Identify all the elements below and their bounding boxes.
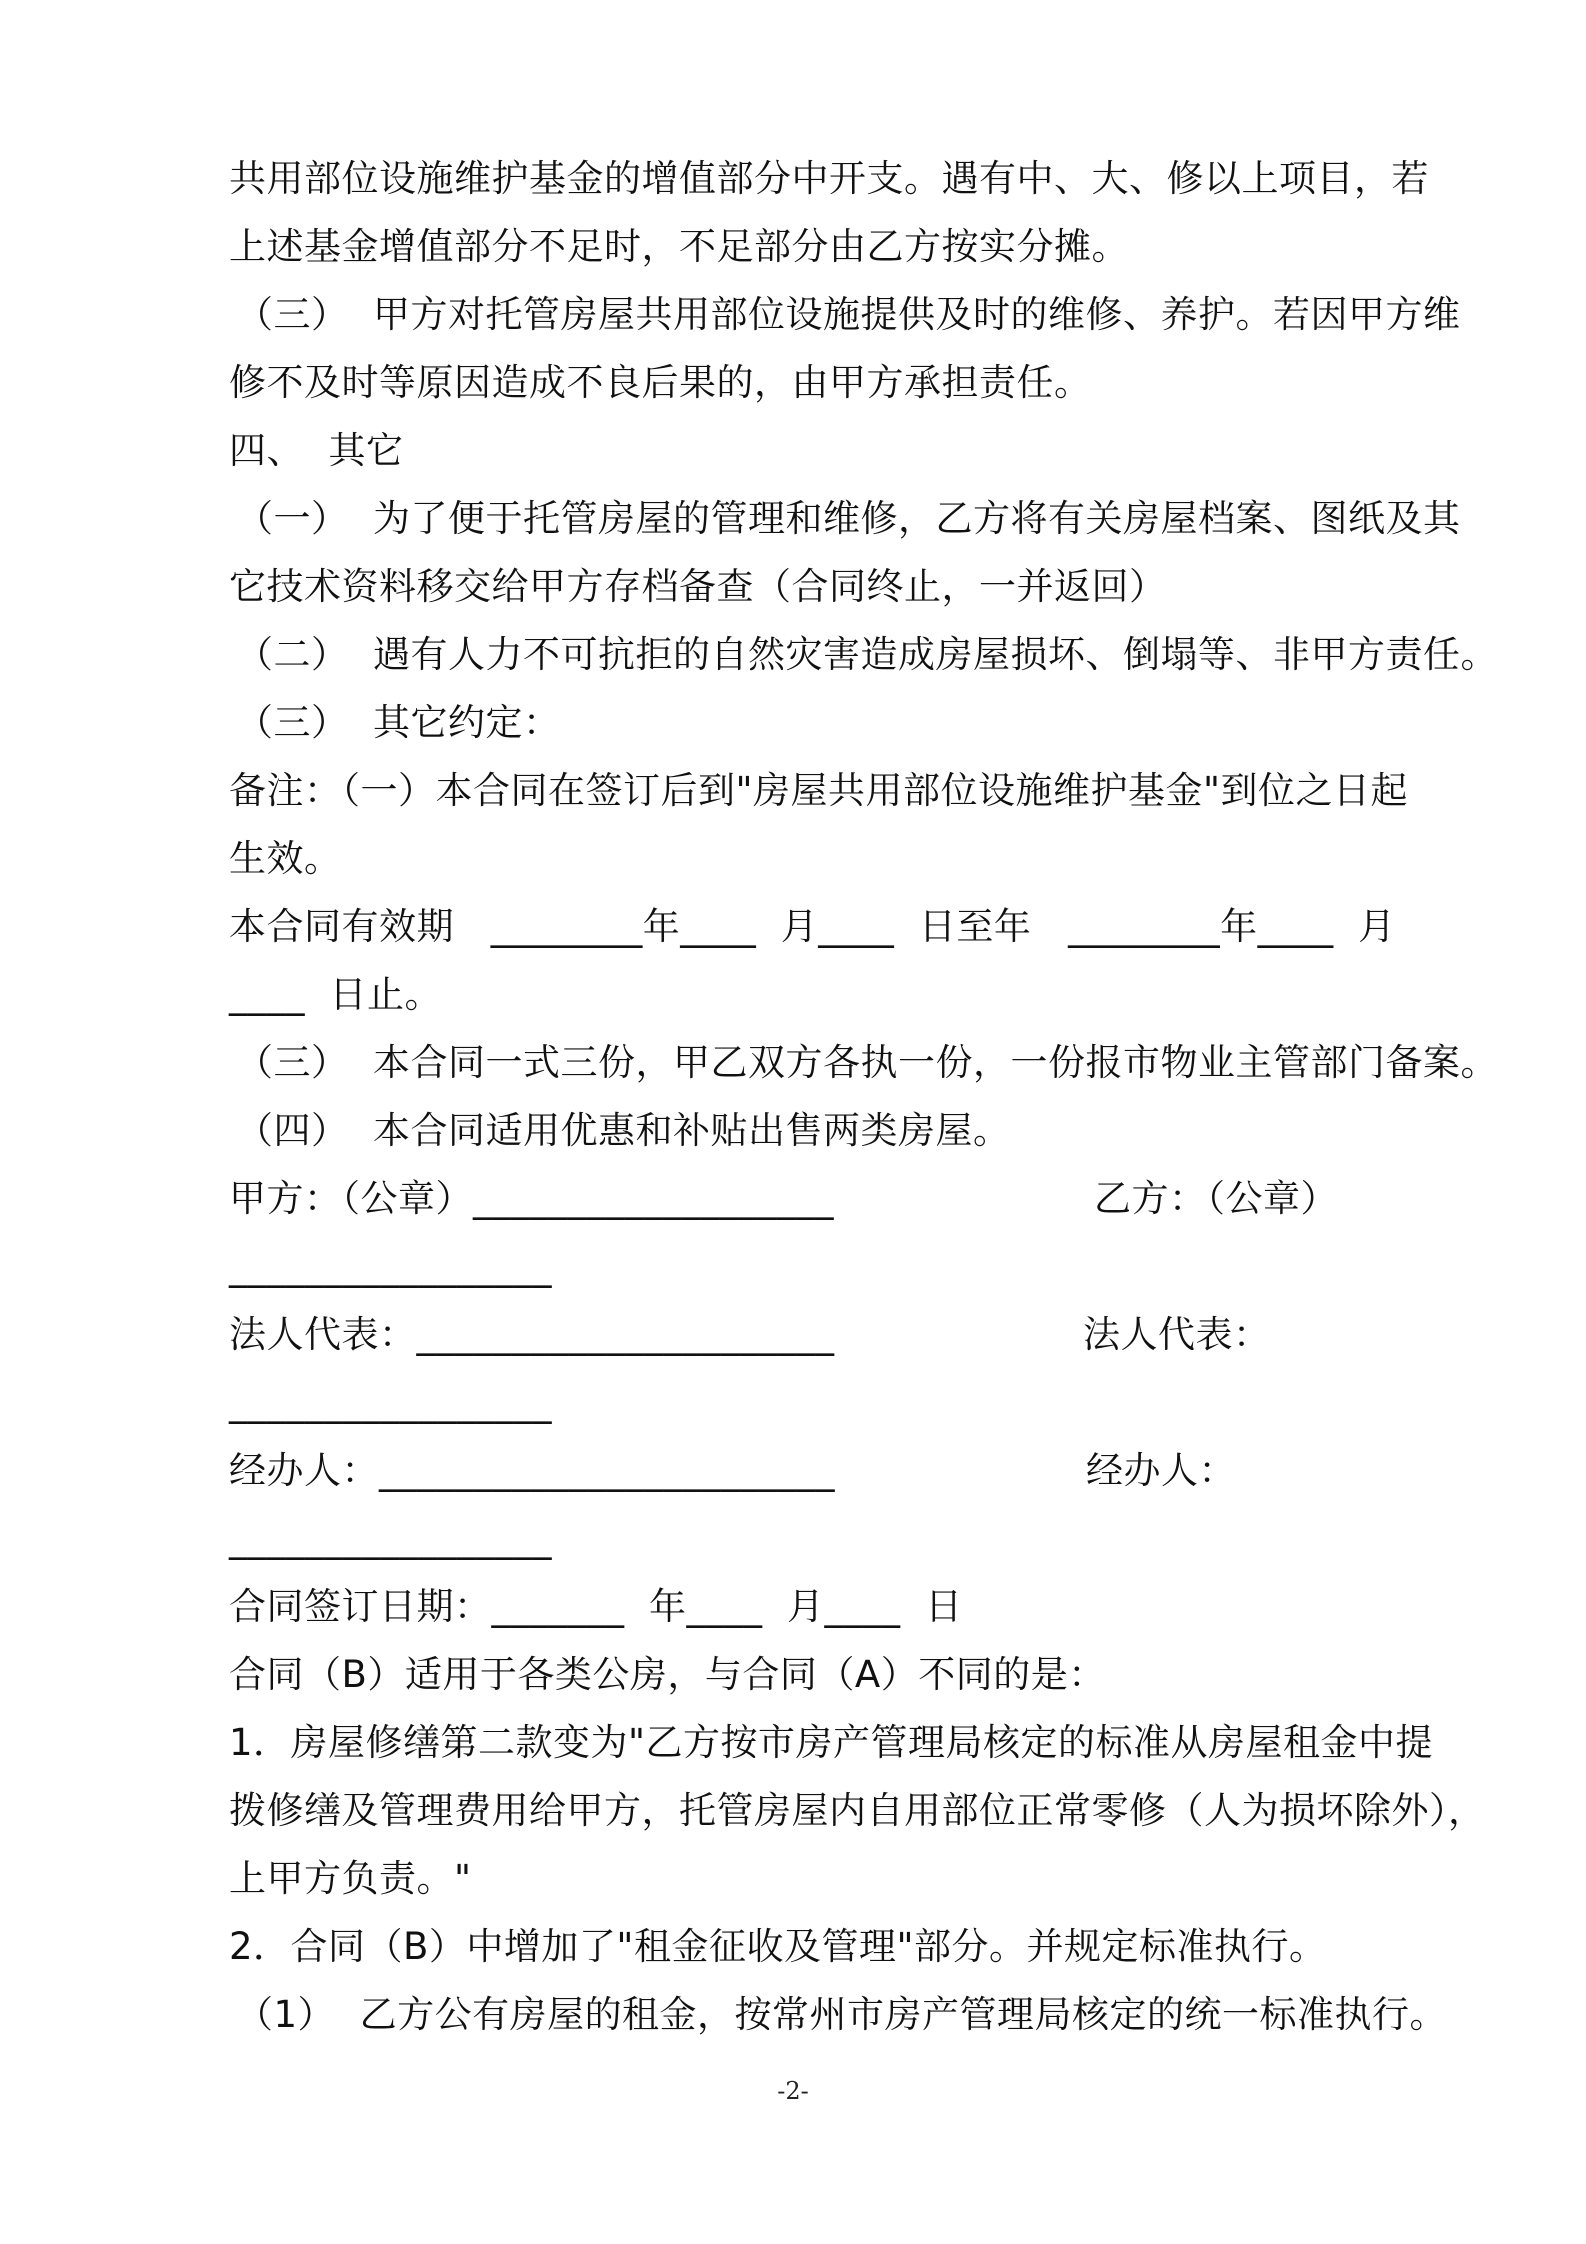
signing-date-line: 合同签订日期：_______ 年____ 月____ 日 — [229, 1585, 963, 1628]
party-b-legal-rep-underline: _________________ — [229, 1381, 552, 1424]
clause-3-line-1: （三） 甲方对托管房屋共用部位设施提供及时的维修、养护。若因甲方维 — [236, 293, 1461, 336]
party-b-handler-label: 经办人： — [1086, 1449, 1236, 1492]
clause-3-line-2: 修不及时等原因造成不良后果的，由甲方承担责任。 — [229, 361, 1092, 404]
validity-period-line-1: 本合同有效期 ________年____ 月____ 日至年 ________年____ 月 — [229, 905, 1396, 948]
contract-b-intro: 合同（B）适用于各类公房，与合同（A）不同的是： — [229, 1653, 1106, 1696]
clause-copies: （三） 本合同一式三份，甲乙双方各执一份，一份报市物业主管部门备案。 — [236, 1041, 1499, 1084]
party-b-seal-underline: _________________ — [229, 1245, 552, 1288]
body-line-2: 上述基金增值部分不足时，不足部分由乙方按实分摊。 — [229, 225, 1129, 268]
clause-4-1-line-2: 它技术资料移交给甲方存档备查（合同终止，一并返回） — [229, 565, 1167, 608]
contract-b-item-2: 2．合同（B）中增加了"租金征收及管理"部分。并规定标准执行。 — [229, 1925, 1327, 1968]
contract-b-item-2-sub-1: （1） 乙方公有房屋的租金，按常州市房产管理局核定的统一标准执行。 — [236, 1993, 1448, 2036]
party-a-seal-line: 甲方：（公章）___________________ — [229, 1177, 834, 1220]
clause-4-1-line-1: （一） 为了便于托管房屋的管理和维修，乙方将有关房屋档案、图纸及其 — [236, 497, 1461, 540]
party-a-legal-rep-line: 法人代表：______________________ — [229, 1313, 835, 1356]
party-b-seal-label: 乙方：（公章） — [1094, 1177, 1338, 1220]
body-line-1: 共用部位设施维护基金的增值部分中开支。遇有中、大、修以上项目，若 — [229, 157, 1429, 200]
page-number: -2- — [777, 2077, 809, 2105]
contract-b-item-1-line-2: 拨修缮及管理费用给甲方，托管房屋内自用部位正常零修（人为损坏除外）， — [229, 1789, 1486, 1832]
party-b-legal-rep-label: 法人代表： — [1083, 1313, 1271, 1356]
clause-applicability: （四） 本合同适用优惠和补贴出售两类房屋。 — [236, 1109, 1011, 1152]
clause-4-2: （二） 遇有人力不可抗拒的自然灾害造成房屋损坏、倒塌等、非甲方责任。 — [236, 633, 1499, 676]
validity-period-line-2: ____ 日止。 — [229, 973, 443, 1016]
party-a-handler-line: 经办人：________________________ — [229, 1449, 835, 1492]
party-b-handler-underline: _________________ — [229, 1517, 552, 1560]
contract-b-item-1-line-3: 上甲方负责。" — [229, 1857, 472, 1900]
clause-4-3: （三） 其它约定： — [236, 701, 561, 744]
section-4-heading: 四、 其它 — [229, 429, 404, 472]
contract-b-item-1-line-1: 1．房屋修缮第二款变为"乙方按市房产管理局核定的标准从房屋租金中提 — [229, 1721, 1434, 1764]
remark-line-1: 备注：（一）本合同在签订后到"房屋共用部位设施维护基金"到位之日起 — [229, 769, 1409, 812]
remark-line-2: 生效。 — [229, 837, 342, 880]
